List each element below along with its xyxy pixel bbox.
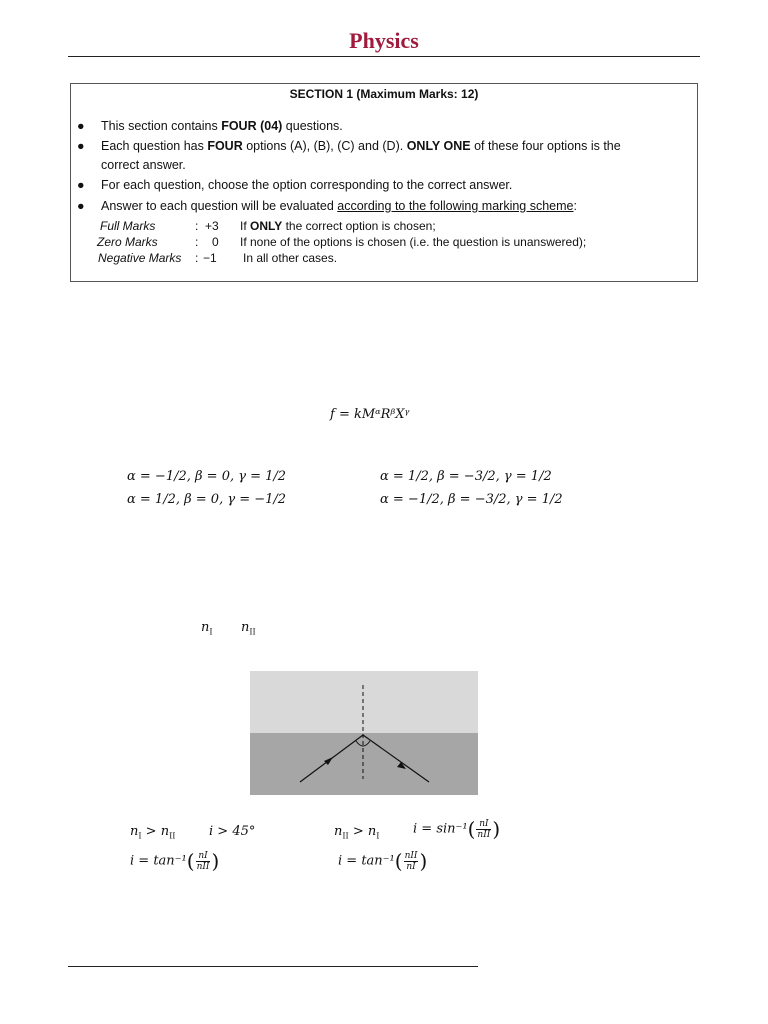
q2-option-c: i = tan⁻¹( $\frac{nI}{\text{nII}}$ ) (130, 849, 220, 873)
medium-lower (250, 733, 478, 795)
zero-marks-desc: If none of the options is chosen (i.e. the question is unanswered); (240, 235, 587, 249)
instructions-box: SECTION 1 (Maximum Marks: 12) ● This section contains FOUR (04) questions. ● Each question has FOUR options (A), (B), (C) and (D). ONLY ONE of these four options is the correct answer. ● For each question, choose the option corresponding to the correct answer. ● Answer to each question will be evaluated according to the following marking scheme: Full Marks : +3 If ONLY the correct option is chosen; Zero Marks : 0 If none of the options is chosen (i.e. the question is unanswered); Negative Marks : −1 In all other cases. (70, 83, 698, 282)
bullet-3: ● For each question, choose the option corresponding to the correct answer. (101, 176, 512, 195)
refraction-figure (250, 671, 478, 795)
bullet-1: ● This section contains FOUR (04) questions. (101, 117, 343, 136)
full-marks-desc: If ONLY the correct option is chosen; (240, 219, 436, 233)
bullet-4: ● Answer to each question will be evaluated according to the following marking scheme: (101, 197, 577, 216)
header-rule (68, 56, 700, 57)
q1-option-d: α = −1/2, β = −3/2, γ = 1/2 (380, 492, 563, 507)
q2-option-a-lhs: $n_I > n_{II}$ (130, 824, 176, 841)
q2-option-a-cond: i > 45° (209, 824, 256, 839)
zero-marks-label: Zero Marks (97, 235, 158, 249)
bullet-icon: ● (77, 199, 85, 213)
q1-option-a: α = −1/2, β = 0, γ = 1/2 (127, 469, 287, 484)
full-marks-label: Full Marks (100, 219, 156, 233)
page-title: Physics (349, 28, 419, 53)
negative-marks-desc: In all other cases. (243, 251, 338, 265)
section-heading: SECTION 1 (Maximum Marks: 12) (289, 87, 479, 101)
q1-option-b: α = 1/2, β = −3/2, γ = 1/2 (380, 469, 552, 484)
q1-formula: f = kMᵅRᵝXᵞ (330, 407, 410, 422)
full-marks-value: +3 (205, 219, 219, 233)
q2-option-b-eq: i = sin⁻¹( $\frac{nI}{\text{nII}}$ ) (413, 817, 501, 841)
medium-upper (250, 671, 478, 733)
q2-option-b-lhs: $n_{II} > n_I$ (334, 824, 380, 841)
q2-option-d: i = tan⁻¹( $\frac{\text{nII}}{nI}$ ) (338, 849, 428, 873)
bullet-icon: ● (77, 139, 85, 153)
footer-rule (68, 966, 478, 967)
bullet-2: ● Each question has FOUR options (A), (B), (C) and (D). ONLY ONE of these four options is the correct answer. (77, 139, 621, 172)
negative-marks-label: Negative Marks (98, 251, 182, 265)
bullet-icon: ● (77, 178, 85, 192)
zero-marks-value: 0 (212, 235, 219, 249)
q2-n1: $n_I$ (201, 620, 213, 637)
q1-option-c: α = 1/2, β = 0, γ = −1/2 (127, 492, 287, 507)
q2-n2: $n_{II}$ (241, 620, 256, 637)
negative-marks-value: −1 (203, 251, 217, 265)
bullet-icon: ● (77, 119, 85, 133)
